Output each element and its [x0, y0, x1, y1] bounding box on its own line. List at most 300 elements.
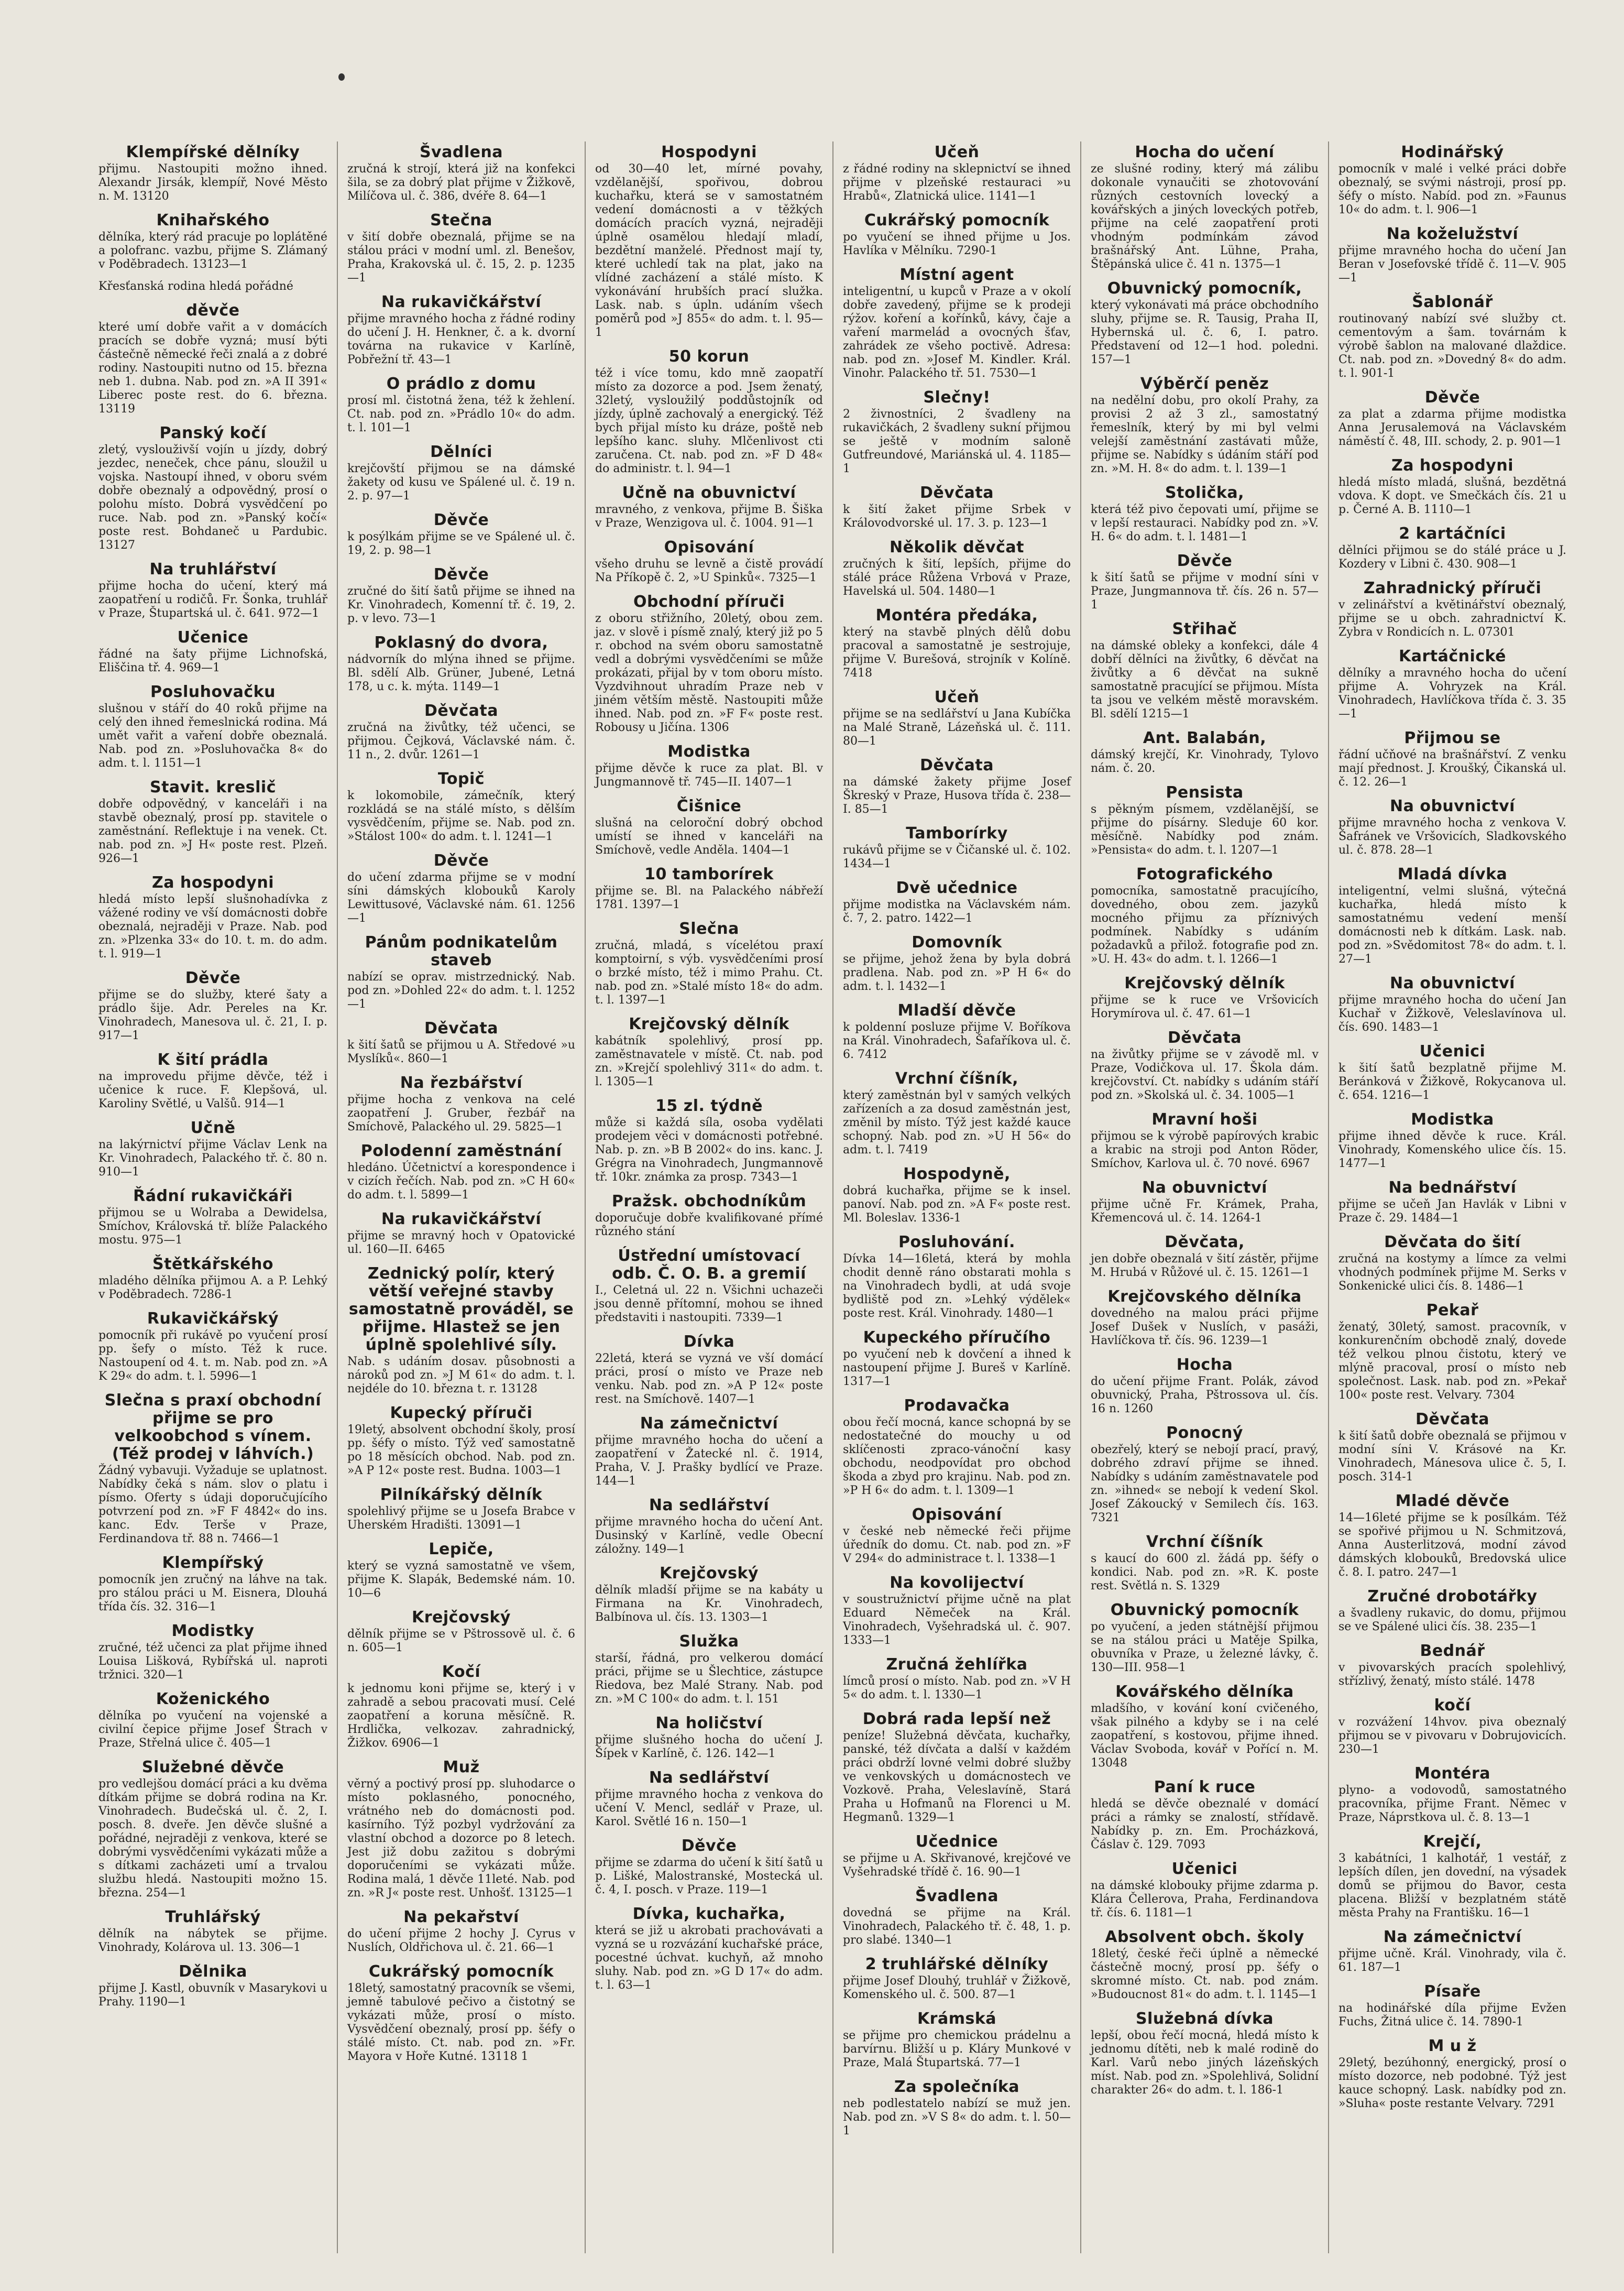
ad-heading: Krejčovského dělníka — [1107, 1288, 1302, 1306]
ad-heading: Přijmou se — [1404, 729, 1501, 747]
classified-ad — [595, 1837, 823, 1897]
classified-ad — [1338, 1043, 1566, 1103]
ad-body: dělník na nábytek se přijme. Vinohrady, Kolárova ul. 13. 306—1 — [98, 1927, 327, 1954]
ad-body: který zaměstnán byl v samých velkých zařízeních a za dosud zaměstnán jest, změnil by místo. Týž jest každé kauce schopný. Nab. pod zn. »U H 56« do adm. t. l. 7419 — [843, 1089, 1071, 1157]
ad-heading: Cukrářský pomocník — [368, 1962, 554, 1981]
classified-ad — [1091, 484, 1319, 544]
classified-ad — [843, 539, 1071, 598]
ad-heading: Zednický polír, který větší veřejné stavby samostatně prováděl, se přijme. Hlastež se jen úplně spolehlivé síly. — [348, 1264, 574, 1354]
classified-ad — [1091, 784, 1319, 857]
ad-body: pro vedlejšou domácí práci a ku dvěma dítkám přijme se dobrá rodina na Kr. Vinohradech. Budečská ul. č. 2, I. posch. 8. dveře. Jen děvče slušné a pořádné, nejraději z venkova, které se dobrými vysvědčeními vykázati může a s dítkami zacházeti umí a trvalou službu hledá. Nastoupiti možno 15. března. 254—1 — [98, 1777, 327, 1900]
ad-body: přijme Josef Dlouhý, truhlář v Žižkově, Komenského ul. č. 500. 87—1 — [843, 1974, 1071, 2001]
ad-body: starší, řádná, pro velkerou domácí práci, přijme se u Šlechtice, zástupce Riedova, bez Malé Strany. Nab. pod zn. »M C 100« do adm. t. l. 151 — [595, 1652, 823, 1706]
classified-ad — [595, 798, 823, 857]
ad-body: přijme učně. Král. Vinohrady, vila č. 61. 187—1 — [1338, 1947, 1566, 1974]
ad-heading: Stečna — [430, 211, 492, 230]
ad-body: s kaucí do 600 zl. žádá pp. šéfy o kondici. Nab. pod zn. »R. K. poste rest. Světlá n. S. 1329 — [1091, 1552, 1319, 1592]
ad-body: obezřelý, který se nebojí prací, pravý, dobrého zdraví přijme se ihned. Nabídky s udáním zaměstnavatele pod zn. »ihned« se nebojí k vedení Skol. Josef Zákoucký v Semilech čís. 163. 7321 — [1091, 1443, 1319, 1524]
classified-ad — [1338, 457, 1566, 517]
ad-body: zručná na živůtky, též učenci, se přijmou. Čejková, Václavské nám. č. 11 n., 2. dvůr. 1261—1 — [347, 721, 575, 761]
ad-body: slušnou v stáří do 40 roků přijme na celý den ihned řemeslnická rodina. Má umět vařit a vaření dobře obeznalá. Nab. pod zn. »Posluhovačka 8« do adm. t. l. 1151—1 — [98, 702, 327, 770]
ad-heading: Krejčí, — [1423, 1832, 1482, 1851]
ad-heading: Krámská — [917, 2010, 997, 2028]
classified-ad — [843, 757, 1071, 816]
classified-ad — [843, 1656, 1071, 1702]
classified-ad — [1091, 1029, 1319, 1103]
classified-ad — [843, 1234, 1071, 1321]
classified-ad — [347, 293, 575, 367]
ad-heading: Děvčata — [920, 756, 994, 774]
ad-heading: Klempířský — [162, 1554, 264, 1572]
ad-heading: Pensista — [1166, 783, 1244, 802]
ad-body: plyno- a vodovodů, samostatného pracovníka, přijme Frant. Němec v Praze, Náprstkova ul. č. 8. 13—1 — [1338, 1784, 1566, 1824]
classified-ad — [595, 1715, 823, 1761]
ad-body: přijmou se k výrobě papírových krabic a krabic na stroji pod Anton Röder, Smíchov, Karlova ul. č. 70 nové. 6967 — [1091, 1130, 1319, 1170]
ad-body: dovedná se přijme na Král. Vinohradech, Palackého tř. č. 48, 1. p. pro slabé. 1340—1 — [843, 1906, 1071, 1947]
classified-ad — [347, 1663, 575, 1750]
classified-ad — [98, 424, 327, 552]
classified-ad — [1091, 1928, 1319, 2002]
ad-heading: Opisování — [912, 1505, 1002, 1524]
ink-speck — [338, 73, 345, 81]
ad-heading: Pražsk. obchodníkům — [611, 1192, 807, 1210]
classified-ad — [1091, 280, 1319, 367]
classified-ad — [595, 1769, 823, 1829]
ad-heading: Kočí — [442, 1663, 481, 1681]
ad-body: který vykonávati má práce obchodního sluhy, přijme se. R. Tausig, Praha II, Hybernská ul. č. 6, I. patro. Představení od 12—1 hod. poledni. 157—1 — [1091, 299, 1319, 366]
ad-body: lepší, obou řečí mocná, hledá místo k jednomu dítěti, neb k malé rodině do Karl. Varů nebo jiných lázeňských míst. Nab. pod zn. »Spolehlivá, Solidní charakter 26« do adm. t. l. 186-1 — [1091, 2029, 1319, 2097]
ad-body: v české neb německé řeči přijme úředník do domu. Ct. nab. pod zn. »F V 294« do administrace t. l. 1338—1 — [843, 1525, 1071, 1565]
ad-body: krejčovští přijmou se na dámské žakety od kusu ve Spálené ul. č. 19 n. 2. p. 97—1 — [347, 462, 575, 503]
ad-body: přijme mravného hocha do učení Ant. Dusinský v Karlíně, vedle Obecní záložny. 149—1 — [595, 1515, 823, 1556]
ad-body: na nedělní dobu, pro okolí Prahy, za provisi 2 až 3 zl., samostatný řemeslník, který by mi byl velmi velejší zaměstnání zastávati může, přijme se. Nabídky s údáním stáří pod zn. »M. H. 8« do adm. t. l. 139—1 — [1091, 394, 1319, 475]
ad-heading: Dobrá rada lepší než — [862, 1710, 1051, 1728]
classified-ad — [843, 825, 1071, 871]
classified-ad — [347, 1486, 575, 1532]
ad-heading: Na sedlářství — [649, 1769, 770, 1787]
ad-body: která též pivo čepovati umí, přijme se v lepší restauraci. Nabídky pod zn. »V. H. 6« do adm. t. l. 1481—1 — [1091, 503, 1319, 543]
ad-body: se přijme pro chemickou prádelnu a barvírnu. Bližší u p. Kláry Munkové v Praze, Malá Štupartská. 77—1 — [843, 2029, 1071, 2069]
ad-heading: Ústřední umístovací odb. Č. O. B. a gremií — [612, 1247, 806, 1283]
ad-body: k poldenní posluze přijme V. Boříkova na Král. Vinohradech, Šafaříkova ul. č. 6. 7412 — [843, 1021, 1071, 1061]
classified-ad — [98, 561, 327, 620]
ad-body: hledá místo mladá, slušná, bezdětná vdova. K dopt. ve Smečkách čís. 21 u p. Černé A. B. 1110—1 — [1338, 476, 1566, 516]
ad-heading: Dvě učednice — [896, 879, 1018, 897]
ad-heading: Učednice — [915, 1832, 998, 1851]
classified-ad — [98, 629, 327, 675]
ad-heading: Dělnika — [179, 1962, 247, 1981]
ad-body: k šití žaket přijme Srbek v Královodvorské ul. 17. 3. p. 123—1 — [843, 503, 1071, 530]
ad-body: od 30—40 let, mírné povahy, vzdělanější, spořivou, dobrou kuchařku, která se v samostatném vedení domácnosti a v těžkých domácích pracích vyzná, nejraději úplně osamělou hledají mladí, bezdětní manželé. Přednost mají ty, které uchledí tak na plat, jako na vlídné zacházení a stálé místo. K vykonávání hrubších prací služka. Lask. nab. s úpln. udáním všech poměrů pod »J 855« do adm. t. l. 95—1 — [595, 162, 823, 339]
ad-body: nabízí se oprav. mistrzednický. Nab. pod zn. »Dohled 22« do adm. t. l. 1252—1 — [347, 970, 575, 1011]
ad-heading: Modistka — [1411, 1110, 1494, 1129]
classified-ad — [347, 1541, 575, 1600]
ad-body: z oboru střižního, 20letý, obou zem. jaz. v slově i písmě znalý, který již po 5 r. obchod na svém oboru samostatně vedl a dobrými vysvědčeními se může prokázati, přijal by v tom oboru místo. Vyzdvihnout uhradím Praze neb v jiném větším městě. Nastoupiti může ihned. Nab. pod zn. »F F« poste rest. Robousy u Jičína. 1306 — [595, 612, 823, 734]
ad-heading: Na zámečnictví — [640, 1414, 778, 1433]
classified-ad — [347, 1020, 575, 1066]
classified-ad — [843, 2010, 1071, 2070]
ad-heading: Střihač — [1172, 620, 1237, 638]
classified-ad — [1338, 144, 1566, 217]
ad-heading: Stavit. kreslič — [149, 778, 276, 797]
ad-body: Nab. s udáním dosav. působnosti a nároků pod zn. »J M 61« do adm. t. l. nejdéle do 10. března t. r. 13128 — [347, 1355, 575, 1395]
classified-ad — [98, 302, 327, 416]
ad-heading: Muž — [443, 1758, 480, 1776]
ad-body: mladšího, v kování koní cvičeného, však pilného a kdyby se i na celé zaopatření, s kostovou, přijme ihned. Václav Svoboda, kovář v Pořící n. M. 13048 — [1091, 1702, 1319, 1770]
ad-body: pomocníka, samostatně pracujícího, dovedného, obou zem. jazyků mocného přijmu za příznivých podmínek. Nabídky s udáním požadavků a přilož. fotografie pod zn. »U. H. 43« do adm. t. l. 1266—1 — [1091, 885, 1319, 966]
classified-ad — [347, 1963, 575, 2064]
ad-heading: Obuvnický pomocník, — [1107, 279, 1302, 298]
ad-heading: Krejčovský dělník — [1124, 974, 1285, 992]
classified-ad — [1338, 1833, 1566, 1920]
ad-heading: Děvčata, — [1165, 1233, 1245, 1251]
ad-body: neb podlestatelo nabízí se muž jen. Nab. pod zn. »V S 8« do adm. t. l. 50—1 — [843, 2097, 1071, 2137]
ad-body: zručná k strojí, která již na konfekci šila, se za dobrý plat přijme v Žižkově, Milíčova ul. č. 386, dvéře 8. 64—1 — [347, 162, 575, 203]
ad-heading: Písaře — [1424, 1982, 1481, 2001]
classified-ad — [595, 1247, 823, 1325]
classified-ad — [1338, 525, 1566, 571]
ad-heading: Vrchní číšník — [1146, 1533, 1264, 1551]
ad-body: kabátník spolehlivý, prosí pp. zaměstnavatele v místě. Ct. nab. pod zn. »Krejčí spolehlivý 311« do adm. t. l. 1305—1 — [595, 1034, 823, 1088]
ad-heading: Děvče — [1424, 388, 1480, 407]
classified-ad — [98, 144, 327, 203]
ad-body: přijme se do služby, které šaty a prádlo šije. Adr. Pereles na Kr. Vinohradech, Manesova ul. č. 21, I. p. 917—1 — [98, 988, 327, 1042]
ad-heading: O prádlo z domu — [386, 375, 536, 393]
ad-heading: Zručné drobotářky — [1367, 1587, 1538, 1606]
classified-ad — [1338, 866, 1566, 966]
ad-body: dělníka, který rád pracuje po loplátěné a polofranc. vazbu, přijme S. Zlámaný v Poděbradech. 13123—1 — [98, 231, 327, 271]
ad-heading: Děvče — [433, 565, 489, 584]
ad-heading: Učeň — [934, 688, 980, 706]
ad-body: v soustružnictví přijme učně na plat Eduard Němeček na Král. Vinohradech, Vyšehradská ul. č. 907. 1333—1 — [843, 1593, 1071, 1647]
classified-ad — [843, 484, 1071, 530]
classified-ad — [1091, 1424, 1319, 1525]
classified-ad — [1338, 2037, 1566, 2111]
ad-heading: Domovník — [912, 933, 1002, 952]
ad-body: doporučuje dobře kvalifikované přímé různého stání — [595, 1212, 823, 1238]
ad-heading: Dělníci — [430, 443, 492, 461]
ad-heading: Učenici — [1171, 1860, 1238, 1878]
ad-body: Žádný vybavuji. Vyžaduje se uplatnost. Nabídky čeká s nám. slov o platu i písmo. Oferty s údaji doporučujícího potvrzení pod zn. »F F 4842« do ins. kanc. Edv. Terše v Praze, Ferdinandova tř. 88 n. 7466—1 — [98, 1464, 327, 1545]
ad-heading: M u ž — [1428, 2037, 1477, 2055]
ad-heading: Polodenní zaměstnání — [360, 1142, 562, 1160]
column — [89, 141, 337, 2253]
ad-heading: Na obuvnictví — [1390, 974, 1515, 992]
ad-body: na hodinářské díla přijme Evžen Fuchs, Žitná ulice č. 14. 7890-1 — [1338, 2002, 1566, 2028]
ad-body: pomocník v malé i velké práci dobře obeznalý, se svými nástroji, prosí pp. šéfy o místo. Nabíd. pod zn. »Faunus 10« do adm. t. l. 906—1 — [1338, 162, 1566, 216]
classified-ad — [98, 1690, 327, 1750]
ad-body: přijme mravného hocha do učení a zaopatření v Žatecké nl. č. 1914, Praha, V. J. Prašky bydlící ve Praze. 144—1 — [595, 1434, 823, 1488]
ad-body: přijme hocha do učení, který má zaopatření u rodičů. Fr. Šonka, truhlář v Praze, Štupartská ul. č. 641. 972—1 — [98, 580, 327, 620]
ad-body: 2 živnostníci, 2 švadleny na rukavičkách, 2 švadleny sukní přijmou se ještě v modním saloně Gutfreundové, Mariánská ul. 4. 1185—1 — [843, 408, 1071, 475]
ad-body: I., Celetná ul. 22 n. Všichni uchazeči jsou denně přítomní, mohou se ihned představiti i nastoupiti. 7339—1 — [595, 1284, 823, 1324]
classified-ad — [595, 1097, 823, 1184]
ad-heading: Bednář — [1420, 1642, 1485, 1660]
ad-heading: Děvčata — [920, 484, 994, 502]
classified-ad — [1338, 1411, 1566, 1484]
ad-heading: Na řezbářství — [400, 1074, 523, 1092]
ad-body: přijme hocha z venkova na celé zaopatření J. Gruber, řezbář na Smíchově, Palackého ul. 29. 5825—1 — [347, 1093, 575, 1133]
ad-heading: Dívka — [683, 1333, 735, 1351]
classified-ad — [1338, 1111, 1566, 1171]
classified-ad — [347, 1908, 575, 1955]
ad-body: dělník mladší přijme se na kabáty u Firmana na Kr. Vinohradech, Balbínova ul. čís. 13. 1303—1 — [595, 1584, 823, 1624]
ad-heading: Obuvnický pomocník — [1110, 1601, 1299, 1619]
ad-heading: Krejčovský dělník — [629, 1015, 789, 1033]
ad-body: zletý, vyslouživší vojín u jízdy, dobrý jezdec, neneček, chce pánu, sloužil u vojska. Nastoupí ihned, v oboru svém dobře obeznalý a odpovědný, prosí o polohu místo. Dobrá vysvědčení po ruce. Nab. pod zn. »Panský kočí« poste rest. Bohdaneč u Pardubic. 13127 — [98, 443, 327, 552]
ad-heading: Tamborírky — [906, 824, 1008, 843]
ad-body: na dámské obleky a konfekci, dále 4 dobří dělníci na živůtky, 6 děvčat na živůtky a 6 děvčat na sukně samostatně pracující se přijmou. Místa ta jsou ve velkém městě moravském. Bl. sdělí 1215—1 — [1091, 639, 1319, 721]
ad-heading: Švadlena — [915, 1887, 999, 1905]
ad-body: v šití dobře obeznalá, přijme se na stálou práci v modní uml. zl. Benešov, Praha, Krakovská ul. č. 15, 2. p. 1235—1 — [347, 231, 575, 285]
ad-body: přijme se zdarma do učení k šití šatů u p. Lišké, Malostranské, Mostecká ul. č. 4, I. posch. v Praze. 119—1 — [595, 1856, 823, 1896]
classified-ad — [347, 634, 575, 694]
ad-body: prosí ml. čistotná žena, též k žehlení. Ct. nab. pod zn. »Prádlo 10« do adm. t. l. 101—1 — [347, 394, 575, 434]
ad-heading: Děvče — [433, 852, 489, 870]
ad-body: přijme děvče k ruce za plat. Bl. v Jungmannově tř. 745—II. 1407—1 — [595, 762, 823, 789]
ad-heading: Služebná dívka — [1135, 2010, 1274, 2028]
ad-heading: Vrchní číšník, — [895, 1070, 1019, 1088]
classified-ad — [843, 1833, 1071, 1879]
ad-heading: Hocha — [1176, 1356, 1233, 1374]
ad-body: z řádné rodiny na sklepnictví se ihned přijme v plzeňské restauraci »u Hrabů«, Zlatnická ulice. 1141—1 — [843, 162, 1071, 203]
classified-ad — [347, 1609, 575, 1655]
ad-body: přijme se k ruce ve Vršovicích Horymírova ul. č. 47. 61—1 — [1091, 994, 1319, 1020]
classified-ad — [595, 1633, 823, 1706]
ad-heading: Obchodní příruči — [633, 593, 785, 611]
ad-heading: Topič — [437, 770, 485, 788]
ad-body: do učení přijme Frant. Polák, závod obuvnický, Praha, Pštrossova ul. čís. 16 n. 1260 — [1091, 1375, 1319, 1415]
ad-heading: Učeň — [934, 143, 980, 161]
ad-body: dělníka po vyučení na vojenské a civilní čepice přijme Josef Štrach v Praze, Střelná ulice č. 405—1 — [98, 1709, 327, 1750]
ad-body: jen dobře obeznalá v šití zástěr, přijme M. Hrubá v Růžové ul. č. 15. 1261—1 — [1091, 1252, 1319, 1279]
ad-body: všeho druhu se levně a čistě provádí Na Příkopě č. 2, »U Spinků«. 7325—1 — [595, 558, 823, 584]
ad-heading: Děvčata — [1168, 1029, 1242, 1047]
ad-body: přijme slušného hocha do učení J. Šípek v Karlíně, č. 126. 142—1 — [595, 1733, 823, 1760]
ad-body: na improvedu přijme děvče, též i učenice k ruce. F. Klepšová, ul. Karoliny Světlé, u Valšů. 914—1 — [98, 1070, 327, 1110]
ad-heading: Hodinářský — [1401, 143, 1504, 161]
classified-ad — [595, 539, 823, 585]
classified-ad — [98, 212, 327, 271]
ad-body: přijme modistka na Václavském nám. č. 7, 2. patro. 1422—1 — [843, 898, 1071, 925]
ad-heading: Kupeckého příručího — [863, 1328, 1051, 1347]
classified-ad — [595, 1415, 823, 1488]
ad-heading: Posluhovačku — [150, 683, 276, 701]
ad-body: přijme mravného hocha z řádné rodiny do učení J. H. Henkner, č. a k. dvorní továrna na rukavice v Karlíně, Pobřežní tř. 43—1 — [347, 312, 575, 366]
ad-heading: Mladé děvče — [1395, 1492, 1510, 1510]
ad-heading: Modistka — [667, 743, 751, 761]
ad-heading: Hospodyně, — [903, 1165, 1011, 1183]
ad-body: 14—16leté přijme se k posílkám. Též se spořivé přijmou u N. Schmitzová, Anna Austerlitzová, modní závod dámských klobouků, Bredovská ulice č. 8. I. patro. 247—1 — [1338, 1511, 1566, 1579]
classified-ad — [1091, 975, 1319, 1021]
classified-ad — [98, 1554, 327, 1614]
classified-ad — [843, 1956, 1071, 2002]
ad-heading: Kovářského dělníka — [1115, 1683, 1294, 1701]
ad-body: inteligentní, u kupců v Praze a v okolí dobře zavedený, přijme se k prodeji rýžov. koření a kořínků, kávy, čaje a vaření marmelád a ovocných šťav, zahrádek ze všeho poctivě. Adresa: nab. pod zn. »Josef M. Kindler. Král. Vinohr. Palackého tř. 51. 7530—1 — [843, 285, 1071, 380]
classified-ad — [843, 934, 1071, 994]
ad-heading: Čišnice — [676, 797, 742, 815]
ad-heading: 15 zl. týdně — [655, 1097, 763, 1115]
ad-heading: Na kovolijectví — [890, 1574, 1024, 1592]
ad-body: ze slušné rodiny, který má zálibu dokonale vynaučiti se zhotovování různých cestovních lovecký a kovářských a jiných loveckých potřeb, přijme na celé zaopatření proti vhodným podmínkám závod brašnářský Ant. Lühne, Praha, Štěpánská ulice č. 41 n. 1375—1 — [1091, 162, 1319, 271]
classified-ad — [843, 1574, 1071, 1648]
ad-heading: Mladá dívka — [1397, 865, 1508, 883]
classified-ad — [843, 689, 1071, 748]
ad-heading: Dívka, kuchařka, — [632, 1905, 786, 1923]
ad-heading: Na zámečnictví — [1383, 1928, 1522, 1946]
ad-heading: Na rukavičkářství — [381, 293, 542, 311]
ad-heading: Modistky — [171, 1622, 255, 1640]
ad-heading: Posluhování. — [898, 1233, 1015, 1251]
classified-ad — [843, 389, 1071, 476]
ad-body: dovedného na malou práci přijme Josef Dušek v Nuslích, v pasáži, Havlíčkova tř. čís. 96. 1239—1 — [1091, 1307, 1319, 1347]
ad-body: přijme mravného hocha do učení Jan Beran v Josefovské třídě č. 11—V. 905—1 — [1338, 244, 1566, 285]
ad-body: které umí dobře vařit a v domácích pracích se dobře vyzná; musí býti částečně německé řeči znalá a z dobré rodiny. Nastoupiti nutno od 15. března neb 1. dubna. Nab. pod zn. »A II 391« Liberec poste rest. do 6. března. 13119 — [98, 321, 327, 416]
classified-ad — [595, 484, 823, 530]
ad-heading: Krejčovský — [660, 1564, 759, 1583]
ad-body: v rozvážení 14hvov. piva obeznalý přijmou se v pivovaru v Dobrujovicích. 230—1 — [1338, 1716, 1566, 1756]
ad-body: k jednomu koni přijme se, který i v zahradě a sebou pracovati musí. Celé zaopatření a koruna měsíčně. R. Hrdlička, velkozav. zahradnický, Žižkov. 6906—1 — [347, 1682, 575, 1750]
ad-heading: Pánům podnikatelům staveb — [365, 933, 558, 969]
ad-heading: Kartáčnické — [1398, 647, 1507, 666]
ad-heading: Ponocný — [1166, 1424, 1243, 1442]
classified-ad — [347, 144, 575, 203]
ad-body: řádné na šaty přijme Lichnofská, Eliščina tř. 4. 969—1 — [98, 648, 327, 674]
ad-body: dělníci přijmou se do stálé práce u J. Kozdery v Libni č. 430. 908—1 — [1338, 544, 1566, 571]
ad-heading: Klempířské dělníky — [126, 143, 300, 161]
classified-ad — [347, 212, 575, 285]
classified-ad — [347, 852, 575, 925]
ad-heading: Zručná žehlířka — [886, 1655, 1028, 1674]
classified-ad — [1338, 1179, 1566, 1225]
classified-ad — [1091, 620, 1319, 721]
ad-heading: Místní agent — [899, 266, 1014, 284]
ad-body: k lokomobile, zámečník, který rozkládá se na stálé místo, s dělším vysvědčením, přijme se. Nab. pod zn. »Stálost 100« do adm. t. l. 1241—1 — [347, 789, 575, 843]
classified-ad — [595, 1333, 823, 1406]
ad-body: věrný a poctivý prosí pp. sluhodarce o místo poklasného, ponocného, vrátného neb do domácnosti pod. kasírního. Týž pozbyl vydržování za vlastní obchod a dozorce po 8 letech. Jest již dobu zažitou s dobrými doporučeními se vykázati může. Rodina malá, 1 děvče 11leté. Nab. pod zn. »R J« poste rest. Unhošť. 13125—1 — [347, 1777, 575, 1900]
ad-body: 19letý, absolvent obchodní školy, prosí pp. šéfy o místo. Týž veď samostatně po 18 měsících obchod. Nab. pod zn. »A P 12« poste rest. Budna. 1003—1 — [347, 1423, 575, 1477]
classified-ad — [347, 375, 575, 435]
ad-heading: Fotografického — [1136, 865, 1273, 883]
ad-body: přijme se na sedlářství u Jana Kubíčka na Malé Straně, Lázeňská ul. č. 111. 80—1 — [843, 707, 1071, 748]
ad-body: k šití šatů se přijmou u A. Středové »u Myslíků«. 860—1 — [347, 1039, 575, 1065]
classified-ad — [1338, 1983, 1566, 2029]
classified-ad — [595, 1905, 823, 1992]
classified-ad — [347, 1404, 575, 1478]
ad-heading: Truhlářský — [165, 1908, 261, 1926]
ad-body: která se již u akrobati prachovávati a vyzná se u rozvázání kuchařské práce, pocestné úchvat. kuchyň, až mnoho sluhy. Nab. pod zn. »G D 17« do adm. t. l. 63—1 — [595, 1924, 823, 1992]
ad-body: přijme mravného hocha do učení Jan Kuchař v Žižkově, Veleslavínova ul. čís. 690. 1483—1 — [1338, 994, 1566, 1034]
ad-heading: Na holičství — [655, 1714, 763, 1732]
ad-body: zručné do šití šatů přijme se ihned na Kr. Vinohradech, Komenní tř. č. 19, 2. p. v levo. 73—1 — [347, 585, 575, 625]
classified-ad — [98, 1119, 327, 1179]
ad-body: k šití šatů bezplatně přijme M. Beránková v Žižkově, Rokycanova ul. č. 654. 1216—1 — [1338, 1062, 1566, 1102]
ad-heading: 2 truhlářské dělníky — [865, 1955, 1049, 1973]
ad-body: dělníky a mravného hocha do učení přijme A. Vohryzek na Král. Vinohradech, Havlíčkova třída č. 3. 35—1 — [1338, 667, 1566, 721]
ad-heading: Hospodyni — [661, 143, 757, 161]
classified-ad — [1091, 1234, 1319, 1280]
classified-ad — [595, 348, 823, 476]
ad-heading: Hocha do učení — [1135, 143, 1275, 161]
classified-ad — [1091, 1683, 1319, 1770]
ad-body: 3 kabátníci, 1 kalhotář, 1 vestář, z lepších dílen, jen dovední, na výsadek domů se přijmou do Bavor, cesta placena. Bližší v bezplatném státě města Prahy na Františku. 16—1 — [1338, 1852, 1566, 1919]
classified-ad — [595, 593, 823, 735]
classified-ad — [595, 866, 823, 912]
ad-body: ženatý, 30letý, samost. pracovník, v konkurenčním obchodě znalý, dovede též velkou plnou čistotu, který ve mlýně pracoval, prosí o místo neb společnost. Lask. nab. pod zn. »Pekař 100« poste rest. Velvary. 7304 — [1338, 1321, 1566, 1402]
classified-ad — [595, 1497, 823, 1556]
classified-ad — [1091, 866, 1319, 966]
ad-heading: Paní k ruce — [1154, 1778, 1256, 1796]
ad-body: dámský krejčí, Kr. Vinohrady, Tylovo nám. č. 20. — [1091, 748, 1319, 775]
ad-heading: Na obuvnictví — [1142, 1179, 1267, 1197]
ad-heading: Cukrářský pomocník — [864, 211, 1050, 230]
ad-heading: Montéra — [1414, 1764, 1491, 1783]
ad-body: dělník přijme se v Pštrossově ul. č. 6 n. 605—1 — [347, 1628, 575, 1654]
classified-ad — [98, 1310, 327, 1383]
ad-heading: Na rukavičkářství — [381, 1210, 542, 1228]
classified-ad — [98, 1759, 327, 1900]
ad-heading: Učenici — [1419, 1042, 1486, 1061]
ad-heading: Štětkářského — [152, 1255, 273, 1273]
column — [832, 141, 1080, 2253]
ad-body: 18letý, české řeči úplně a německé částečně mocný, prosí pp. šéfy o skromné místo. Ct. nab. pod znám. »Budoucnost 81« do adm. t. l. 1145—1 — [1091, 1947, 1319, 2001]
ad-body: přijme mravného hocha z venkova do učení V. Mencl, sedlář v Praze, ul. Karol. Světlé 16 n. 150—1 — [595, 1788, 823, 1828]
ad-body: slušná na celoroční dobrý obchod umístí se ihned v kanceláři na Smíchově, vedle Anděla. 1404—1 — [595, 816, 823, 857]
classified-ad — [1091, 729, 1319, 776]
classified-ad — [347, 702, 575, 762]
ad-heading: Za hospodyni — [151, 874, 275, 892]
classified-ad — [1338, 729, 1566, 789]
classified-columns — [89, 141, 1576, 2253]
ad-heading: 50 korun — [668, 347, 750, 366]
classified-ad — [98, 1622, 327, 1682]
ad-body: v pivovarských pracích spolehlivý, střízlivý, ženatý, místo stálé. 1478 — [1338, 1661, 1566, 1688]
ad-heading: Na obuvnictví — [1390, 797, 1515, 815]
classified-ad — [843, 1002, 1071, 1062]
classified-ad — [98, 1908, 327, 1955]
classified-ad — [1338, 1697, 1566, 1757]
ad-body: zručná na kostymy a límce za velmi vhodných podmínek přijme M. Serks v Sonkenické ulici čís. 8. 1486—1 — [1338, 1252, 1566, 1293]
classified-ad — [595, 144, 823, 340]
ad-body: pomocník jen zručný na láhve na tak. pro stálou práci u M. Eisnera, Dlouhá třída čís. 32. 316—1 — [98, 1573, 327, 1613]
classified-ad — [1091, 2010, 1319, 2097]
ad-heading: Děvče — [185, 969, 241, 987]
ad-body: řádní učňové na brašnářství. Z venku mají přednost. J. Kroušký, Čikanská ul. č. 12. 26—1 — [1338, 748, 1566, 789]
classified-ad — [843, 1329, 1071, 1389]
classified-ad — [1091, 1860, 1319, 1920]
ad-body: nádvorník do mlýna ihned se přijme. Bl. sdělí Alb. Grüner, Jubené, Letná 178, u c. k. mýta. 1149—1 — [347, 653, 575, 693]
classified-ad — [1091, 1111, 1319, 1171]
ad-heading: Koženického — [156, 1690, 270, 1708]
classified-ad — [1338, 293, 1566, 380]
classified-ad — [1091, 1179, 1319, 1225]
ad-heading: Řádní rukavičkáři — [133, 1187, 293, 1205]
classified-ad — [1338, 1302, 1566, 1402]
ad-body: může si každá síla, osoba vydělati prodejem věci v domácnosti potřebné. Nab. p. zn. »B B 2002« do ins. kanc. J. Grégra na Vinohradech, Jungmannově tř. 10kr. známka za prosp. 7343—1 — [595, 1116, 823, 1184]
ad-heading: Služebné děvče — [141, 1758, 284, 1776]
ad-body: na lakýrnictví přijme Václav Lenk na Kr. Vinohradech, Palackého tř. č. 80 n. 910—1 — [98, 1138, 327, 1179]
ad-heading: Děvče — [433, 511, 489, 529]
classified-ad — [1091, 1533, 1319, 1593]
classified-ad — [1338, 975, 1566, 1034]
classified-ad — [347, 1759, 575, 1900]
column — [337, 141, 585, 2253]
ad-body: který na stavbě plných dělů dobu pracoval a samostatně je sestrojuje, přijme V. Burešová, strojník v Kolíně. 7418 — [843, 626, 1071, 680]
ad-heading: Několik děvčat — [890, 538, 1024, 557]
classified-ad — [1338, 1642, 1566, 1688]
ad-body: po vyučení, a jeden státnější přijmou se na stálou práci u Matěje Spilka, obuvníka v Praze, u železné lávky, č. 130—III. 958—1 — [1091, 1620, 1319, 1674]
ad-heading: Děvčata — [1415, 1410, 1489, 1428]
